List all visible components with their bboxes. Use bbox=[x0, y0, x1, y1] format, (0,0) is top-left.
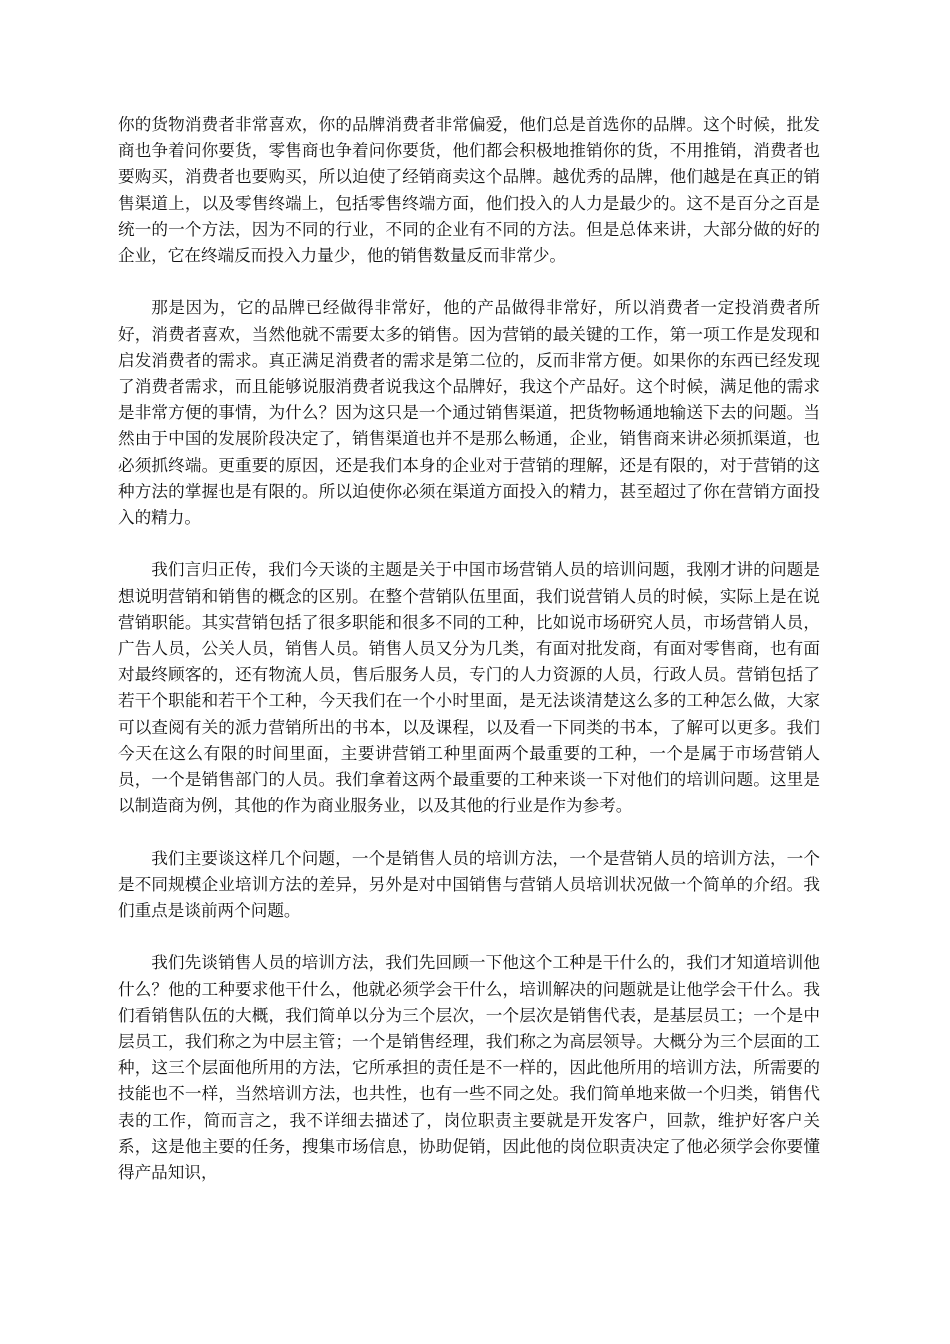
document-page bbox=[118, 112, 820, 1212]
paragraph-4: 我们主要谈这样几个问题，一个是销售人员的培训方法，一个是营销人员的培训方法，一个是不同规模企业培训方法的差异，另外是对中国销售与营销人员培训状况做一个简单的介绍。我们重点是谈前两个问题。 bbox=[118, 848, 820, 921]
paragraph-2: 那是因为，它的品牌已经做得非常好，他的产品做得非常好，所以消费者一定投消费者所好，消费者喜欢，当然他就不需要太多的销售。因为营销的最关键的工作，第一项工作是发现和启发消费者的需求。真正满足消费者的需求是第二位的，反而非常方便。如果你的东西已经发现了消费者需求，而且能够说服消费者说我这个品牌好，我这个产品好。这个时候，满足他的需求是非常方便的事情，为什么？因为这只是一个通过销售渠道，把货物畅通地输送下去的问题。当然由于中国的发展阶段决定了，销售渠道也并不是那么畅通，企业，销售商来讲必须抓渠道，也必须抓终端。更重要的原因，还是我们本身的企业对于营销的理解，还是有限的，对于营销的这种方法的掌握也是有限的。所以迫使你必须在渠道方面投入的精力，甚至超过了你在营销方面投入的精力。 bbox=[118, 298, 820, 528]
paragraph-1: 你的货物消费者非常喜欢，你的品牌消费者非常偏爱，他们总是首选你的品牌。这个时候，批发商也争着问你要货，零售商也争着问你要货，他们都会积极地推销你的货，不用推销，消费者也要购买，消费者也要购买，所以迫使了经销商卖这个品牌。越优秀的品牌，他们越是在真正的销售渠道上，以及零售终端上，包括零售终端方面，他们投入的人力是最少的。这不是百分之百是统一的一个方法，因为不同的行业，不同的企业有不同的方法。但是总体来讲，大部分做的好的企业，它在终端反而投入力量少，他的销售数量反而非常少。 bbox=[118, 115, 820, 266]
paragraph-3: 我们言归正传，我们今天谈的主题是关于中国市场营销人员的培训问题，我刚才讲的问题是想说明营销和销售的概念的区别。在整个营销队伍里面，我们说营销人员的时候，实际上是在说营销职能。其实营销包括了很多职能和很多不同的工种，比如说市场研究人员，市场营销人员，广告人员，公关人员，销售人员。销售人员又分为几类，有面对批发商，有面对零售商，也有面对最终顾客的，还有物流人员，售后服务人员，专门的人力资源的人员，行政人员。营销包括了若干个职能和若干个工种，今天我们在一个小时里面，是无法谈清楚这么多的工种怎么做，大家可以查阅有关的派力营销所出的书本，以及课程，以及看一下同类的书本，了解可以更多。我们今天在这么有限的时间里面，主要讲营销工种里面两个最重要的工种，一个是属于市场营销人员，一个是销售部门的人员。我们拿着这两个最重要的工种来谈一下对他们的培训问题。这里是以制造商为例，其他的作为商业服务业，以及其他的行业是作为参考。 bbox=[118, 560, 820, 816]
paragraph-5: 我们先谈销售人员的培训方法，我们先回顾一下他这个工种是干什么的，我们才知道培训他什么？他的工种要求他干什么，他就必须学会干什么，培训解决的问题就是让他学会干什么。我们看销售队伍的大概，我们简单以分为三个层次，一个层次是销售代表，是基层员工；一个是中层员工，我们称之为中层主管；一个是销售经理，我们称之为高层领导。大概分为三个层面的工种，这三个层面他所用的方法，它所承担的责任是不一样的，因此他所用的培训方法，所需要的技能也不一样，当然培训方法，也共性，也有一些不同之处。我们简单地来做一个归类，销售代表的工作，简而言之，我不详细去描述了，岗位职责主要就是开发客户，回款，维护好客户关系，这是他主要的任务，搜集市场信息，协助促销，因此他的岗位职责决定了他必须学会你要懂得产品知识， bbox=[118, 953, 820, 1183]
